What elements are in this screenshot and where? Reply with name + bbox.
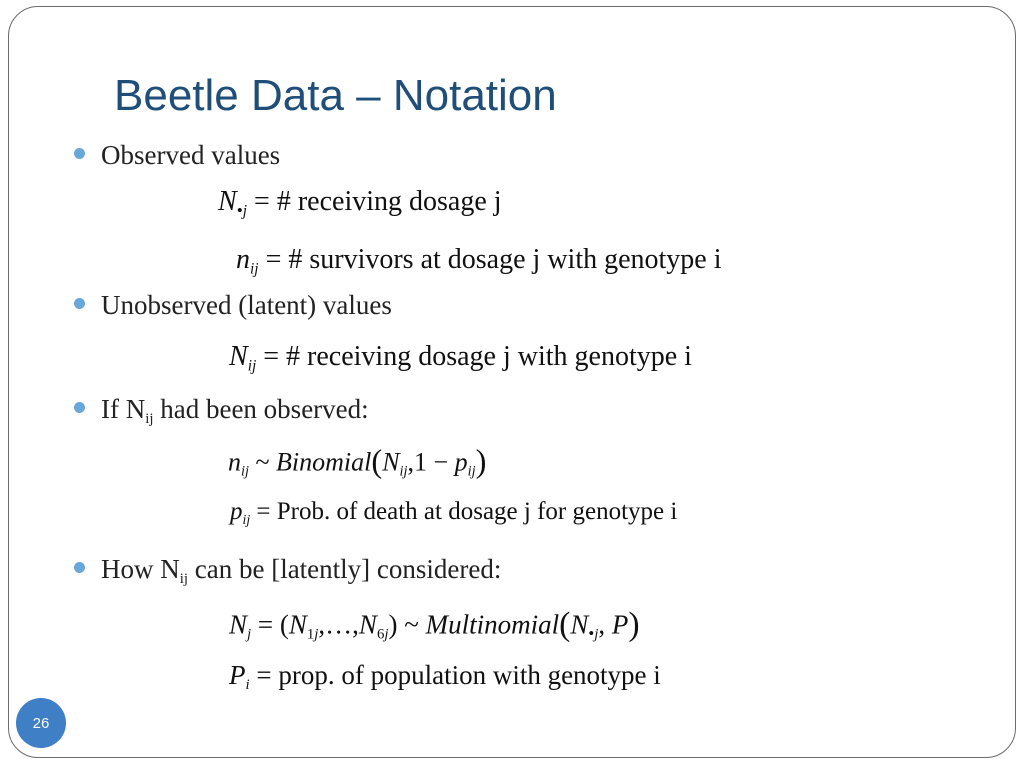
equation-binomial: $n_{ij}$ ~ $Binomial(N_{ij},1 - p_{ij})$	[228, 444, 487, 480]
bullet-text: If $N_{ij}$ had been observed:	[101, 394, 369, 428]
slide-title: Beetle Data – Notation	[114, 71, 557, 120]
equation-multinomial: $N_j$ = $(N_{1j},\dots,N_{6j})$ ~ $Multinomial(N_{•j}$, P)	[229, 606, 640, 644]
equation-n-ij-survivors: $n_{ij}$ = # survivors at dosage j with genotype i	[236, 244, 722, 278]
bullet-text: Observed values	[101, 140, 281, 170]
bullet-dot-icon	[74, 562, 85, 573]
bullet-text: Unobserved (latent) values	[101, 290, 392, 320]
bullet-dot-icon	[74, 148, 85, 159]
bullet-text: How $N_{ij}$ can be [latently] considered:	[101, 554, 502, 588]
bullet-dot-icon	[74, 298, 85, 309]
equation-P-i: $P_i$ = prop. of population with genotype i	[229, 660, 661, 694]
equation-p-ij: $p_{ij}$ = Prob. of death at dosage j for genotype i	[230, 498, 678, 527]
slide-number-badge: 26	[16, 698, 66, 748]
equation-N-ij-receiving: $N_{ij}$ = # receiving dosage j with genotype i	[229, 341, 692, 375]
bullet-dot-icon	[74, 402, 85, 413]
equation-n-dot-j: $N_{•j}$ = # receiving dosage j	[218, 186, 502, 221]
